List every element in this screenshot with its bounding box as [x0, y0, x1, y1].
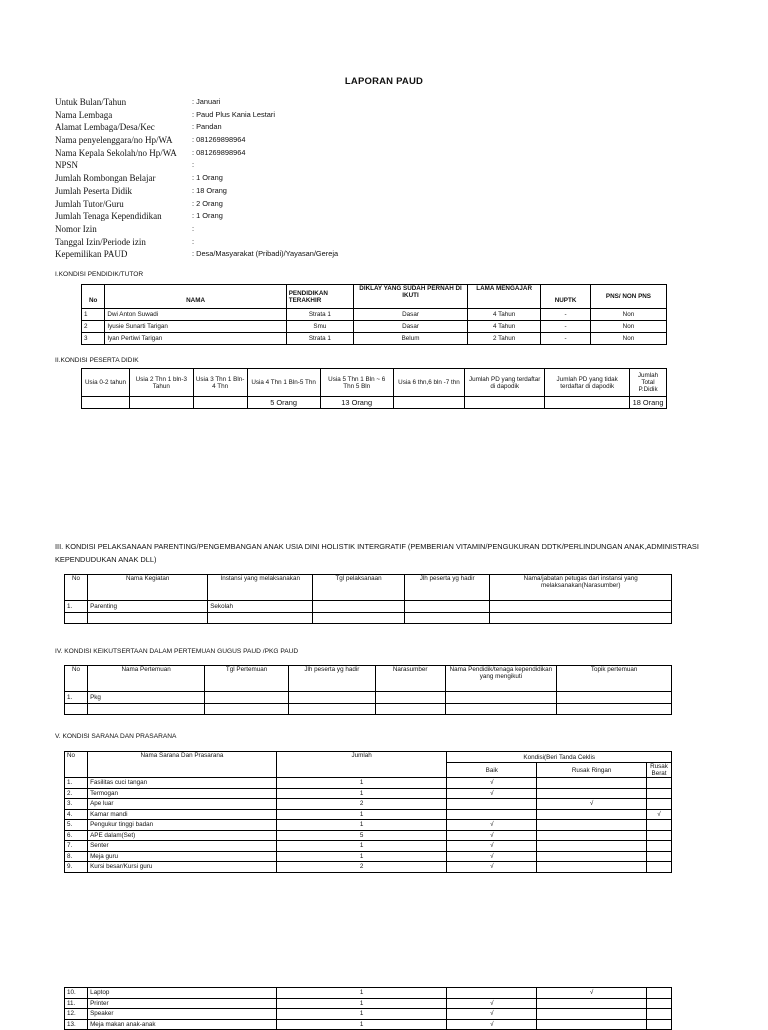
table-row [65, 704, 672, 715]
info-label: Nama penyelenggara/no Hp/WA [55, 135, 173, 146]
table-cell: 2 [276, 862, 447, 873]
table-cell: 13. [65, 1019, 88, 1030]
condition-cell [447, 809, 537, 820]
condition-cell: √ [447, 998, 537, 1009]
info-label: Untuk Bulan/Tahun [55, 97, 127, 107]
condition-cell: √ [537, 799, 647, 810]
info-value: : [192, 160, 195, 170]
table-row [65, 1009, 672, 1020]
table-row [65, 862, 672, 873]
table-header: Usia 3 Thn 1 Bln-4 Thn [193, 369, 247, 397]
condition-cell: √ [537, 988, 647, 999]
info-row [55, 223, 655, 236]
section-3-table [64, 574, 672, 624]
table-cell: APE dalam(Set) [88, 830, 277, 841]
table-row [65, 799, 672, 810]
header-no: No [65, 752, 88, 778]
info-label: Jumlah Rombongan Belajar [55, 173, 156, 184]
table-row [65, 841, 672, 852]
section-2-heading: II.KONDISI PESERTA DIDIK [55, 357, 139, 364]
table-cell [65, 613, 88, 624]
header-jumlah: Jumlah [276, 752, 447, 778]
table-cell [557, 704, 672, 715]
condition-cell: √ [447, 820, 537, 831]
table-row [65, 851, 672, 862]
table-cell [375, 704, 445, 715]
condition-cell [447, 799, 537, 810]
condition-cell [647, 788, 672, 799]
condition-cell: √ [447, 841, 537, 852]
info-label: Kepemilikan PAUD [55, 249, 128, 260]
table-cell: 3 [82, 333, 105, 345]
table-cell: 13 Orang [320, 397, 393, 409]
table-cell: 5. [65, 820, 88, 831]
table-cell: 1 [276, 1009, 447, 1020]
header-lama-mengajar: LAMA MENGAJAR [468, 285, 541, 309]
info-row [55, 109, 655, 122]
table-header: Instansi yang melaksanakan [208, 575, 313, 601]
condition-cell [647, 820, 672, 831]
table-cell: 1 [276, 841, 447, 852]
info-row [55, 198, 655, 211]
table-row [65, 998, 672, 1009]
table-cell: - [541, 309, 591, 321]
table-cell: Dasar [354, 321, 468, 333]
info-block [55, 96, 655, 261]
table-cell: 1. [65, 692, 88, 704]
condition-cell [647, 862, 672, 873]
table-header: Tgl pelaksanaan [313, 575, 405, 601]
table-row [65, 601, 672, 613]
table-cell: Speaker [88, 1009, 277, 1020]
table-cell: 5 Orang [247, 397, 320, 409]
section-3-heading: III. KONDISI PELAKSANAAN PARENTING/PENGEMBANGAN ANAK USIA DINI HOLISTIK INTERGRATIF (PEMBERIAN VITAMIN/PENGUKURAN DDTK/PERLINDUNGAN ANAK,ADMINISTRASI KEPENDUDUKAN ANAK DLL) [55, 542, 699, 564]
table-cell: 2 [82, 321, 105, 333]
table-header: Jumlah Total P.Didik [630, 369, 667, 397]
table-cell: 2 [276, 799, 447, 810]
info-label: Jumlah Tutor/Guru [55, 198, 124, 209]
table-cell: - [541, 333, 591, 345]
table-cell: Smu [286, 321, 353, 333]
table-cell: 1 [276, 1019, 447, 1030]
table-cell [288, 704, 375, 715]
table-header: Nama Pendidik/tenaga kependidikan yang mengikuti [445, 666, 557, 692]
info-value: : 2 Orang [192, 198, 223, 208]
table-cell: 10. [65, 988, 88, 999]
table-cell: Kamar mandi [88, 809, 277, 820]
info-value: : Pandan [192, 122, 222, 132]
table-row [82, 321, 667, 333]
condition-cell: √ [447, 788, 537, 799]
condition-cell [537, 778, 647, 789]
condition-cell [537, 1009, 647, 1020]
table-cell [193, 397, 247, 409]
table-cell: 1 [276, 809, 447, 820]
info-row [55, 121, 655, 134]
table-header: Nama Kegiatan [88, 575, 208, 601]
condition-cell [647, 851, 672, 862]
table-header: Jumlah PD yang tidak terdaftar di dapodik [545, 369, 630, 397]
table-cell: 7. [65, 841, 88, 852]
header-nama-sarana: Nama Sarana Dan Prasarana [88, 752, 277, 778]
table-cell [393, 397, 464, 409]
condition-cell [537, 998, 647, 1009]
table-header: Jlh peserta yg hadir [288, 666, 375, 692]
info-label: Nomor Izin [55, 223, 97, 234]
table-cell: Strata 1 [286, 333, 353, 345]
table-header: Jumlah PD yang terdaftar di dapodik [465, 369, 545, 397]
table-cell: 2. [65, 788, 88, 799]
header-baik: Baik [447, 763, 537, 778]
section-1-heading: I.KONDISI PENDIDIK/TUTOR [55, 271, 144, 278]
condition-cell [647, 988, 672, 999]
table-cell: 1 [276, 998, 447, 1009]
table-header: No [65, 666, 88, 692]
condition-cell [537, 841, 647, 852]
table-header: Usia 0-2 tahun [82, 369, 130, 397]
info-value: : Desa/Masyarakat (Pribadi)/Yayasan/Gereja [192, 249, 339, 259]
section-2-table [81, 368, 667, 409]
table-cell: 1 [276, 788, 447, 799]
table-cell: Non [590, 333, 666, 345]
table-cell: Non [590, 321, 666, 333]
header-pendidikan: PENDIDIKAN TERAKHIR [286, 285, 353, 309]
table-cell: Meja guru [88, 851, 277, 862]
table-cell [313, 613, 405, 624]
table-cell: Pengukur tinggi badan [88, 820, 277, 831]
table-cell: Sekolah [208, 601, 313, 613]
info-row [55, 185, 655, 198]
header-kondisi: Kondisi(Beri Tanda Ceklis [447, 752, 672, 763]
condition-cell [537, 851, 647, 862]
table-cell: 4. [65, 809, 88, 820]
table-cell: Senter [88, 841, 277, 852]
header-rusak-ringan: Rusak Ringan [537, 763, 647, 778]
info-row [55, 134, 655, 147]
condition-cell [647, 799, 672, 810]
section-4-heading: IV. KONDISI KEIKUTSERTAAN DALAM PERTEMUAN GUGUS PAUD /PKG PAUD [55, 648, 299, 655]
condition-cell [647, 830, 672, 841]
table-header: Jlh peserta yg hadir [404, 575, 490, 601]
info-row [55, 96, 655, 109]
info-value: : Januari [192, 97, 221, 106]
table-cell: Meja makan anak-anak [88, 1019, 277, 1030]
table-cell [129, 397, 193, 409]
table-cell: 2 Tahun [468, 333, 541, 345]
table-cell [313, 601, 405, 613]
table-cell [545, 397, 630, 409]
table-header: Usia 5 Thn 1 Bln ~ 6 Thn 5 Bln [320, 369, 393, 397]
table-cell: 9. [65, 862, 88, 873]
table-cell [465, 397, 545, 409]
condition-cell [537, 862, 647, 873]
header-pns: PNS/ NON PNS [590, 285, 666, 309]
header-no: No [82, 285, 105, 309]
header-rusak-berat: Rusak Berat [647, 763, 672, 778]
table-cell: Dwi Anton Suwadi [105, 309, 286, 321]
table-row [65, 692, 672, 704]
table-cell: Kursi besar/Kursi guru [88, 862, 277, 873]
table-cell [288, 692, 375, 704]
table-cell [82, 397, 130, 409]
table-cell: Iyusie Sunarti Tarigan [105, 321, 286, 333]
condition-cell: √ [447, 851, 537, 862]
table-cell: 1. [65, 601, 88, 613]
condition-cell: √ [447, 778, 537, 789]
table-cell: 11. [65, 998, 88, 1009]
table-cell: Termogan [88, 788, 277, 799]
table-cell: Parenting [88, 601, 208, 613]
table-cell: 1 [276, 820, 447, 831]
info-label: Jumlah Tenaga Kependidikan [55, 211, 162, 222]
table-row [65, 613, 672, 624]
table-header: Nama/jabatan petugas dari instansi yang melaksanakan(Narasumber) [490, 575, 672, 601]
table-row [65, 809, 672, 820]
info-row [55, 159, 655, 172]
info-row [55, 147, 655, 160]
info-value: : Paud Plus Kania Lestari [192, 109, 275, 119]
table-cell: 6. [65, 830, 88, 841]
info-value: : 081269898964 [192, 135, 246, 145]
table-row [65, 1019, 672, 1030]
condition-cell [537, 1019, 647, 1030]
table-cell: 1. [65, 778, 88, 789]
info-row [55, 248, 655, 261]
table-cell [375, 692, 445, 704]
condition-cell [647, 1009, 672, 1020]
table-cell: Pkg [88, 692, 205, 704]
table-header: Usia 6 thn,6 bln -7 thn [393, 369, 464, 397]
table-cell: 18 Orang [630, 397, 667, 409]
condition-cell [447, 988, 537, 999]
table-cell: 1 [82, 309, 105, 321]
table-header: Nama Pertemuan [88, 666, 205, 692]
section-1-table [81, 284, 667, 345]
header-nama: NAMA [105, 285, 286, 309]
condition-cell [647, 1019, 672, 1030]
table-cell: 12. [65, 1009, 88, 1020]
condition-cell: √ [447, 1009, 537, 1020]
table-cell: Fasilitas cuci tangan [88, 778, 277, 789]
table-cell [404, 601, 490, 613]
condition-cell [537, 820, 647, 831]
page-title: LAPORAN PAUD [344, 76, 424, 87]
condition-cell [537, 809, 647, 820]
table-cell [205, 692, 289, 704]
condition-cell: √ [447, 862, 537, 873]
section-4-table [64, 665, 672, 715]
table-cell: 1 [276, 988, 447, 999]
table-cell [490, 601, 672, 613]
table-cell: Iyan Pertiwi Tarigan [105, 333, 286, 345]
condition-cell: √ [447, 1019, 537, 1030]
table-header: Topik pertemuan [557, 666, 672, 692]
info-row [55, 236, 655, 249]
table-row [65, 778, 672, 789]
table-cell: Non [590, 309, 666, 321]
table-header: Narasumber [375, 666, 445, 692]
table-cell: 1 [276, 851, 447, 862]
condition-cell: √ [447, 830, 537, 841]
table-cell: Belum [354, 333, 468, 345]
table-cell: Strata 1 [286, 309, 353, 321]
info-row [55, 172, 655, 185]
section-5-heading: V. KONDISI SARANA DAN PRASARANA [55, 733, 177, 740]
table-cell: 8. [65, 851, 88, 862]
table-cell [88, 704, 205, 715]
table-header: No [65, 575, 88, 601]
table-cell: 4 Tahun [468, 309, 541, 321]
info-label: NPSN [55, 160, 79, 171]
condition-cell [647, 841, 672, 852]
info-label: Jumlah Peserta Didik [55, 185, 132, 196]
table-header: Usia 4 Thn 1 Bln-5 Thn [247, 369, 320, 397]
table-row [65, 820, 672, 831]
info-label: Nama Kepala Sekolah/no Hp/WA [55, 147, 177, 158]
table-cell: 1 [276, 778, 447, 789]
info-value: : [192, 223, 195, 233]
table-row [82, 333, 667, 345]
table-cell [445, 692, 557, 704]
header-diklat: DIKLAY YANG SUDAH PERNAH DI IKUTI [354, 285, 468, 309]
table-header: Usia 2 Thn 1 bln-3 Tahun [129, 369, 193, 397]
table-row [65, 830, 672, 841]
table-header: Tgl Pertemuan [205, 666, 289, 692]
info-value: : 081269898964 [192, 147, 246, 157]
table-cell [445, 704, 557, 715]
table-cell [208, 613, 313, 624]
table-cell: Dasar [354, 309, 468, 321]
table-cell: 5 [276, 830, 447, 841]
table-cell [490, 613, 672, 624]
table-cell: Printer [88, 998, 277, 1009]
info-label: Alamat Lembaga/Desa/Kec [55, 122, 155, 133]
info-label: Nama Lembaga [55, 109, 113, 120]
info-value: : 1 Orang [192, 211, 223, 221]
condition-cell [647, 778, 672, 789]
table-cell: 3. [65, 799, 88, 810]
info-label: Tanggal Izin/Periode izin [55, 236, 146, 247]
table-cell [205, 704, 289, 715]
header-nuptk: NUPTK [541, 285, 591, 309]
info-value: : 1 Orang [192, 173, 223, 183]
table-row [82, 309, 667, 321]
table-cell: Ape luar [88, 799, 277, 810]
table-row [65, 788, 672, 799]
condition-cell [537, 830, 647, 841]
table-row [65, 988, 672, 999]
condition-cell [647, 998, 672, 1009]
table-cell [404, 613, 490, 624]
table-cell [557, 692, 672, 704]
info-value: : 18 Orang [192, 185, 227, 195]
table-cell [65, 704, 88, 715]
info-value: : [192, 236, 195, 246]
condition-cell [537, 788, 647, 799]
condition-cell: √ [647, 809, 672, 820]
table-cell: Laptop [88, 988, 277, 999]
table-cell [88, 613, 208, 624]
table-cell: - [541, 321, 591, 333]
info-row [55, 210, 655, 223]
section-5-table [64, 751, 672, 873]
table-cell: 4 Tahun [468, 321, 541, 333]
